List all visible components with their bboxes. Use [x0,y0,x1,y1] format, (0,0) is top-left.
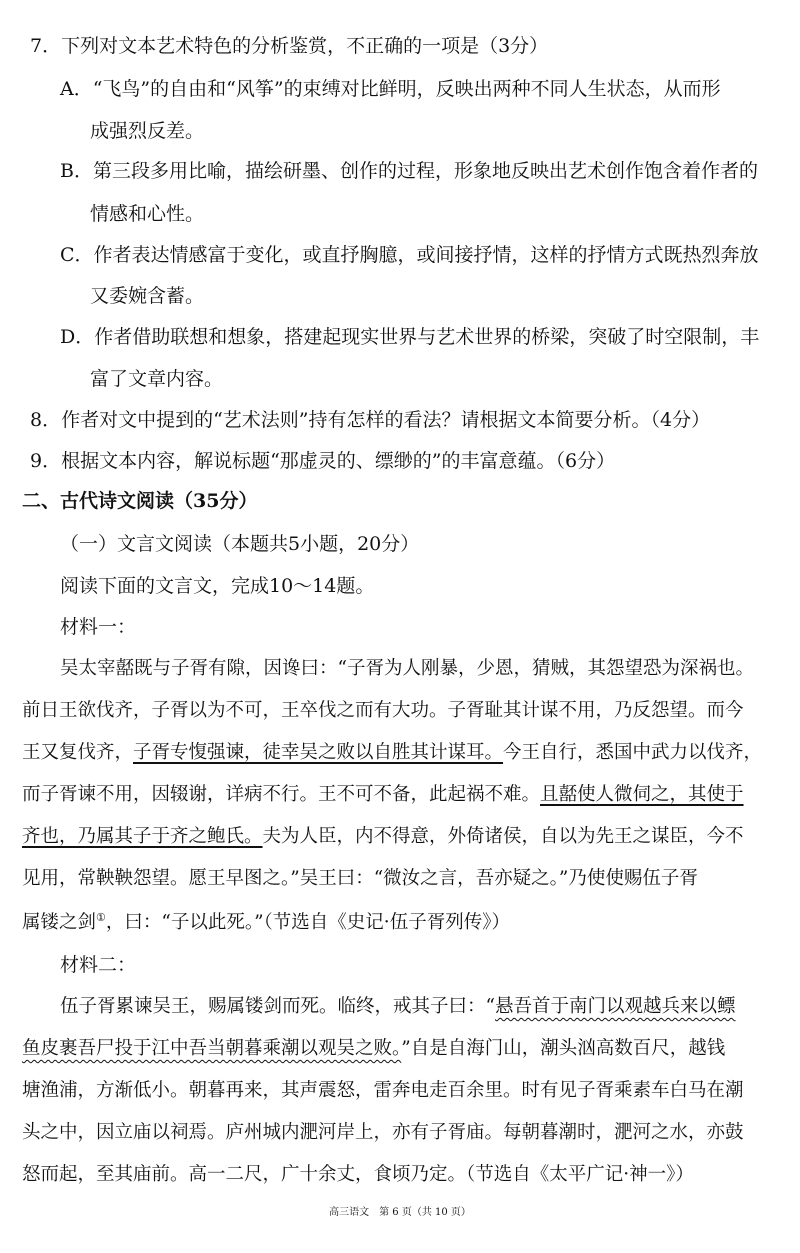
material-1-line-7 [22,912,510,933]
material-2-line-2 [22,1040,725,1059]
material-2-line-2-text-b: ”自是自海门山，潮头汹高数百尺，越钱 [401,1038,726,1059]
part-1-heading: （一）文言文阅读（本题共5小题，20分） [60,533,420,555]
page-footer: 高三语文 第 6 页（共 10 页） [329,1207,471,1218]
material-2-wavy-sentence-a: 悬吾首于南门以观越兵来以鳔 [494,996,736,1017]
material-1-line-4 [22,786,744,805]
material-1-underlined-sentence-1: 子胥专愎强谏，徒幸吴之败以自胜其计谋耳。 [133,742,504,763]
material-1-label: 材料一： [60,616,137,638]
material-1-line-7-text-b: ，曰：“子以此死。”（节选自《史记·伍子胥列传》） [105,912,510,934]
material-2-wavy-sentence-b: 鱼皮裹吾尸投于江中吾当朝暮乘潮以观吴之败。 [22,1038,402,1059]
material-1-line-5 [22,828,744,847]
material-2-line-1 [60,998,735,1017]
reading-instruction: 阅读下面的文言文，完成10～14题。 [60,575,375,597]
material-1-line-3-text-b: 今王自行，悉国中武力以伐齐， [503,742,763,763]
question-7-option-c: C．作者表达情感富于变化，或直抒胸臆，或间接抒情，这样的抒情方式既热烈奔放 [60,244,759,266]
material-1-line-6: 见用，常鞅鞅怨望。愿王早图之。”吴王曰：“微汝之言，吾亦疑之。”乃使使赐伍子胥 [22,868,698,889]
material-1-line-7-text-a: 属镂之剑 [22,912,97,934]
footnote-marker: ① [96,911,106,924]
question-7-option-a-cont: 成强烈反差。 [90,120,205,142]
material-2-line-3: 塘渔浦，方渐低小。朝暮再来，其声震怒，雷奔电走百余里。时有见子胥乘素车白马在潮 [22,1080,744,1101]
material-1-line-4-text-a: 而子胥谏不用，因辍谢，详病不行。王不可不备，此起祸不难。 [22,784,541,805]
question-8: 8．作者对文中提到的“艺术法则”持有怎样的看法？请根据文本简要分析。（4分） [30,409,711,431]
material-1-underlined-sentence-2b: 齐也，乃属其子于齐之鲍氏。 [22,826,263,847]
question-7-option-b-cont: 情感和心性。 [90,203,205,225]
material-1-line-1: 吴太宰嚭既与子胥有隙，因谗曰：“子胥为人刚暴，少恩，猜贼，其怨望恐为深祸也。 [60,658,754,679]
material-1-line-2: 前日王欲伐齐，子胥以为不可，王卒伐之而有大功。子胥耻其计谋不用，乃反怨望。而今 [22,700,744,721]
question-7-option-c-cont: 又委婉含蓄。 [90,285,205,307]
material-1-underlined-sentence-2a: 且嚭使人微伺之，其使于 [540,784,744,805]
section-2-title: 二、古代诗文阅读（35分） [22,490,258,512]
question-9: 9．根据文本内容，解说标题“那虚灵的、缥缈的”的丰富意蕴。（6分） [30,450,616,472]
material-2-label: 材料二： [60,954,137,976]
question-7-option-a: A．“飞鸟”的自由和“风筝”的束缚对比鲜明，反映出两种不同人生状态，从而形 [60,78,721,100]
question-7-stem: 7．下列对文本艺术特色的分析鉴赏，不正确的一项是（3分） [30,35,549,57]
material-2-line-5: 怒而起，至其庙前。高一二尺，广十余丈，食顷乃定。（节选自《太平广记·神一》） [22,1164,694,1185]
material-2-line-1-text-a: 伍子胥累谏吴王，赐属镂剑而死。临终，戒其子曰：“ [60,996,495,1017]
question-7-option-b: B．第三段多用比喻，描绘研墨、创作的过程，形象地反映出艺术创作饱含着作者的 [60,160,758,182]
material-1-line-3-text-a: 王又复伐齐， [22,742,134,763]
material-1-line-5-text-b: 夫为人臣，内不得意，外倚诸侯，自以为先王之谋臣，今不 [262,826,744,847]
material-2-line-4: 头之中，因立庙以祠焉。庐州城内淝河岸上，亦有子胥庙。每朝暮潮时，淝河之水，亦鼓 [22,1122,744,1143]
question-7-option-d-cont: 富了文章内容。 [90,368,224,390]
material-1-line-3 [22,744,762,763]
question-7-option-d: D．作者借助联想和想象，搭建起现实世界与艺术世界的桥梁，突破了时空限制，丰 [60,326,760,348]
